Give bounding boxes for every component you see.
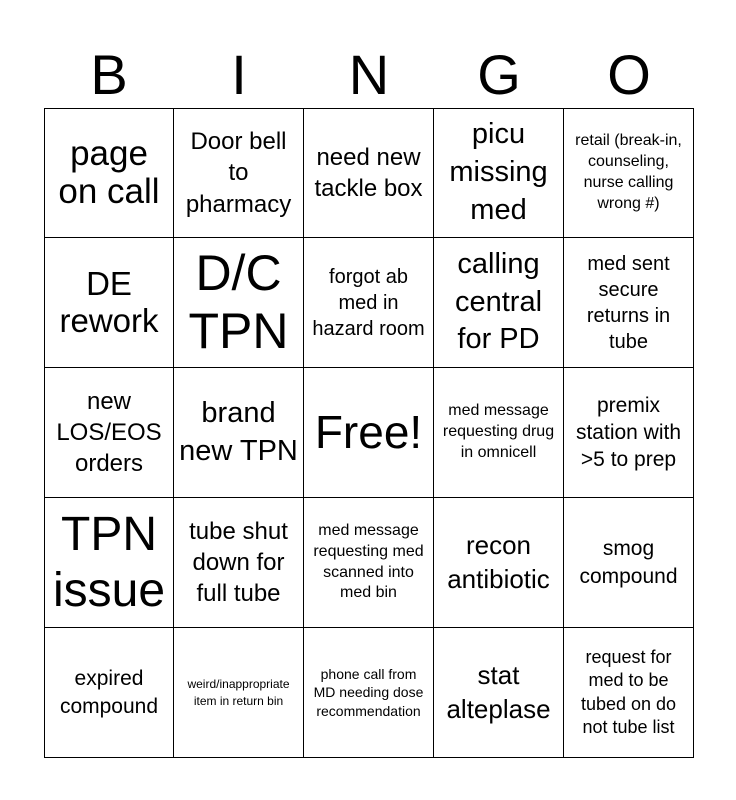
bingo-cell[interactable] xyxy=(564,238,694,368)
cell-text: premix station with >5 to prep xyxy=(575,393,682,472)
bingo-cell[interactable] xyxy=(304,628,434,758)
bingo-cell[interactable] xyxy=(174,108,304,238)
bingo-cell[interactable] xyxy=(564,628,694,758)
header-letter-o: O xyxy=(607,43,651,106)
bingo-cell[interactable] xyxy=(44,498,174,628)
bingo-cell[interactable] xyxy=(434,368,564,498)
cell-text: DE rework xyxy=(59,265,159,339)
cell-text: forgot ab med in hazard room xyxy=(312,265,425,340)
cell-text: med message requesting drug in omnicell xyxy=(442,402,555,461)
header-letter-b: B xyxy=(90,43,128,106)
cell-text: retail (break-in, counseling, nurse calling wrong #) xyxy=(575,132,682,212)
bingo-cell[interactable] xyxy=(44,108,174,238)
cell-text: phone call from MD needing dose recommendation xyxy=(313,666,424,719)
bingo-cell[interactable] xyxy=(174,628,304,758)
bingo-cell[interactable] xyxy=(44,628,174,758)
cell-text: Free! xyxy=(314,406,423,459)
cell-text: calling central for PD xyxy=(454,247,543,356)
bingo-cell[interactable] xyxy=(304,108,434,238)
cell-text: page on call xyxy=(58,133,160,211)
bingo-cell[interactable] xyxy=(564,108,694,238)
header-letter-i: I xyxy=(231,43,247,106)
cell-text: D/C TPN xyxy=(188,245,289,359)
bingo-cell[interactable] xyxy=(564,498,694,628)
bingo-cell[interactable] xyxy=(44,368,174,498)
cell-text: brand new TPN xyxy=(179,396,298,467)
bingo-cell[interactable] xyxy=(434,498,564,628)
bingo-cell[interactable] xyxy=(564,368,694,498)
cell-text: picu missing med xyxy=(449,118,548,226)
cell-text: med sent secure returns in tube xyxy=(586,252,671,353)
cell-text: stat alteplase xyxy=(446,659,551,724)
bingo-cell[interactable] xyxy=(174,498,304,628)
bingo-cell[interactable] xyxy=(434,108,564,238)
cell-text: request for med to be tubed on do not tube list xyxy=(580,646,677,737)
bingo-header xyxy=(44,42,694,108)
bingo-board xyxy=(44,108,694,758)
cell-text: recon antibiotic xyxy=(447,529,550,594)
bingo-cell[interactable] xyxy=(44,238,174,368)
header-letter-g: G xyxy=(477,43,521,106)
cell-text: new LOS/EOS orders xyxy=(56,387,162,478)
cell-text: med message requesting med scanned into med bin xyxy=(313,521,424,602)
cell-text: smog compound xyxy=(579,537,678,588)
bingo-cell[interactable] xyxy=(304,498,434,628)
bingo-cell[interactable] xyxy=(174,368,304,498)
bingo-cell[interactable] xyxy=(434,628,564,758)
cell-text: tube shut down for full tube xyxy=(189,517,288,608)
bingo-cell[interactable] xyxy=(434,238,564,368)
bingo-cell[interactable] xyxy=(174,238,304,368)
cell-text: Door bell to pharmacy xyxy=(185,128,292,218)
bingo-cell[interactable] xyxy=(304,238,434,368)
free-space-cell[interactable] xyxy=(304,368,434,498)
cell-text: expired compound xyxy=(59,667,159,718)
cell-text: TPN issue xyxy=(52,508,166,617)
header-letter-n: N xyxy=(348,43,390,106)
cell-text: need new tackle box xyxy=(314,143,423,202)
cell-text: weird/inappropriate item in return bin xyxy=(187,677,290,708)
